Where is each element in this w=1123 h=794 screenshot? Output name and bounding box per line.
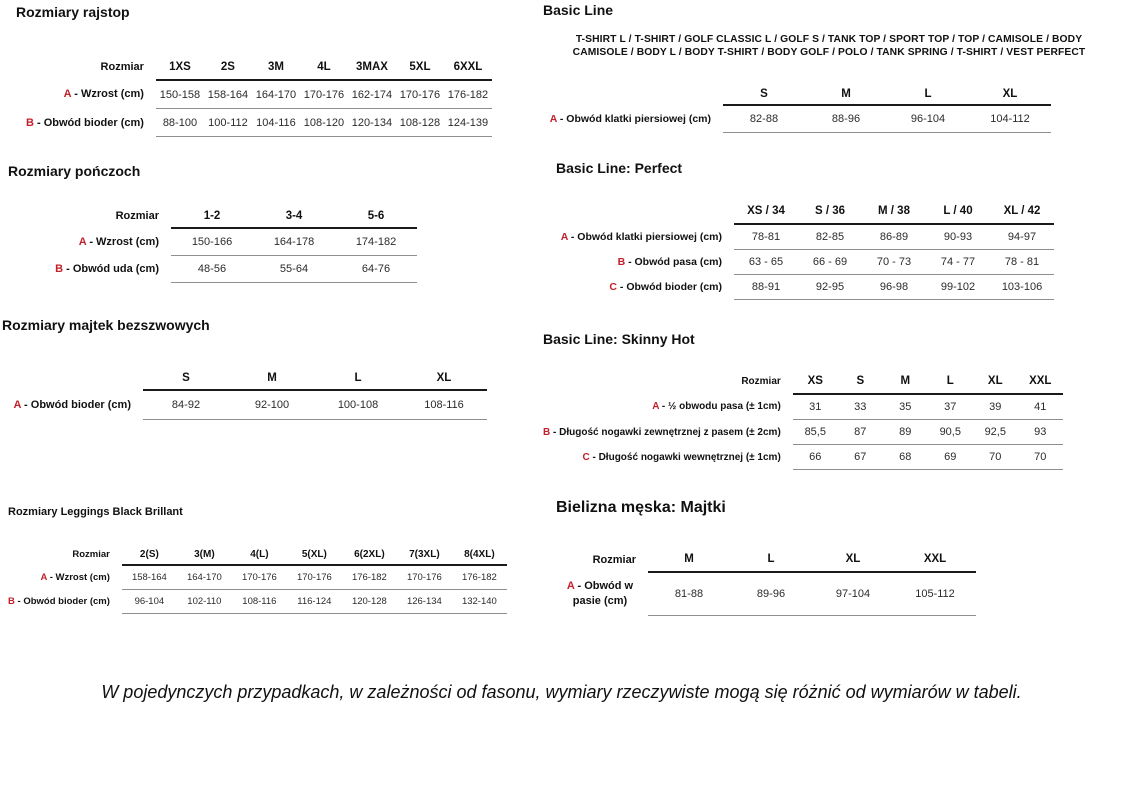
basic-line-product-list-line2: CAMISOLE / BODY L / BODY T-SHIRT / BODY GOLF / POLO / TANK SPRING / T-SHIRT / VEST PERFECT [572,47,1086,59]
measurement-cell: 82-88 [723,105,805,133]
measurement-cell: 176-182 [452,565,507,590]
table-corner-label [556,199,734,224]
table-row [556,224,1054,250]
measurement-cell: 68 [883,445,928,470]
measurement-cell: 174-182 [335,228,417,256]
size-column-header: 4L [300,54,348,80]
table-corner-label: Rozmiar [741,376,781,387]
table-row [30,228,417,256]
measurement-cell: 100-112 [204,109,252,137]
measurement-cell: 67 [838,445,883,470]
size-column-header: XXL [1018,369,1063,394]
row-label: B - Obwód bioder (cm) [8,596,110,607]
size-table-leggings [8,544,507,614]
table-row [556,275,1054,300]
measurement-cell: 63 - 65 [734,250,798,275]
measurement-cell: 94-97 [990,224,1054,250]
row-label: A - Obwód bioder (cm) [13,398,131,411]
measurement-cell: 88-100 [156,109,204,137]
header-row [556,199,1054,224]
size-table-skinny-hot [543,369,1063,470]
row-label: A - Wzrost (cm) [63,88,144,101]
size-column-header: S [723,84,805,105]
measurement-cell: 70 - 73 [862,250,926,275]
table-row [543,445,1063,470]
row-letter: B [617,256,626,268]
measurement-cell: 116-124 [287,590,342,614]
row-letter: A [549,112,557,125]
section-title-rajstop: Rozmiary rajstop [16,4,130,20]
measurement-cell: 86-89 [862,224,926,250]
section-title-leggings: Rozmiary Leggings Black Brillant [8,506,183,518]
row-label: B - Obwód uda (cm) [55,263,159,275]
size-column-header: M [883,369,928,394]
size-column-header: L [730,547,812,572]
row-label: A - Obwód klatki piersiowej (cm) [560,230,722,243]
row-label: B - Obwód pasa (cm) [617,256,722,268]
header-row [543,369,1063,394]
size-column-header: 1XS [156,54,204,80]
size-column-header: XL [973,369,1018,394]
measurement-cell: 37 [928,394,973,420]
measurement-cell: 92-100 [229,390,315,420]
row-letter: B [543,426,551,438]
measurement-cell: 66 - 69 [798,250,862,275]
measurement-cell: 103-106 [990,275,1054,300]
size-column-header: 6(2XL) [342,544,397,565]
measurement-cell: 90-93 [926,224,990,250]
measurement-cell: 120-134 [348,109,396,137]
row-label: B - Długość nogawki zewnętrznej z pasem (± 2cm) [543,426,781,438]
measurement-cell: 170-176 [232,565,287,590]
row-label: A - ½ obwodu pasa (± 1cm) [652,401,781,413]
header-row [8,544,507,565]
measurement-cell: 102-110 [177,590,232,614]
measurement-cell: 89-96 [730,572,812,616]
measurement-cell: 158-164 [122,565,177,590]
size-table-ponczoch [30,204,417,283]
measurement-cell: 31 [793,394,838,420]
size-table-rajstop [26,54,492,137]
size-column-header: L [887,84,969,105]
row-letter: A [63,88,72,101]
measurement-cell: 93 [1018,420,1063,445]
measurement-cell: 150-158 [156,80,204,109]
measurement-cell: 92-95 [798,275,862,300]
table-row [30,256,417,283]
row-label: A - Obwód klatki piersiowej (cm) [549,112,711,125]
measurement-cell: 64-76 [335,256,417,283]
row-label: A - Obwód w pasie (cm) [566,579,634,607]
size-column-header: 5-6 [335,204,417,228]
table-row [8,565,507,590]
size-column-header: XS [793,369,838,394]
row-letter: A [652,401,660,413]
measurement-cell: 88-96 [805,105,887,133]
section-title-skinny-hot: Basic Line: Skinny Hot [543,331,695,347]
measurement-cell: 170-176 [300,80,348,109]
header-row [30,204,417,228]
basic-line-product-list-line1: T-SHIRT L / T-SHIRT / GOLF CLASSIC L / GOLF S / TANK TOP / SPORT TOP / TOP / CAMISOLE / BODY [575,34,1083,45]
measurement-cell: 48-56 [171,256,253,283]
row-label: A - Wzrost (cm) [78,235,159,248]
header-row [548,84,1051,105]
row-label: B - Obwód bioder (cm) [26,116,144,129]
measurement-cell: 90,5 [928,420,973,445]
measurement-cell: 88-91 [734,275,798,300]
size-column-header: 8(4XL) [452,544,507,565]
measurement-cell: 164-170 [252,80,300,109]
measurement-cell: 78-81 [734,224,798,250]
measurement-cell: 41 [1018,394,1063,420]
row-label: C - Obwód bioder (cm) [609,281,722,293]
size-column-header: 2(S) [122,544,177,565]
row-letter: C [609,281,617,293]
size-column-header: 5(XL) [287,544,342,565]
size-column-header: 3(M) [177,544,232,565]
size-column-header: 1-2 [171,204,253,228]
table-row [543,394,1063,420]
size-column-header: 5XL [396,54,444,80]
measurement-cell: 108-128 [396,109,444,137]
measurement-cell: 66 [793,445,838,470]
measurement-cell: 108-116 [232,590,287,614]
measurement-cell: 89 [883,420,928,445]
size-column-header: M / 38 [862,199,926,224]
measurement-cell: 150-166 [171,228,253,256]
size-column-header: XS / 34 [734,199,798,224]
measurement-cell: 170-176 [397,565,452,590]
header-row [5,366,487,390]
measurement-cell: 96-104 [122,590,177,614]
measurement-cell: 124-139 [444,109,492,137]
row-letter: A [40,571,48,583]
measurement-cell: 33 [838,394,883,420]
measurement-cell: 97-104 [812,572,894,616]
size-column-header: M [229,366,315,390]
size-table-majtek [5,366,487,420]
measurement-cell: 92,5 [973,420,1018,445]
row-letter: B [55,263,64,275]
measurement-cell: 55-64 [253,256,335,283]
basic-line-product-list [545,33,1113,60]
section-title-ponczoch: Rozmiary pończoch [8,163,141,179]
row-label: C - Długość nogawki wewnętrznej (± 1cm) [582,451,781,463]
table-corner-label [5,366,143,390]
measurement-cell: 70 [1018,445,1063,470]
measurement-cell: 176-182 [342,565,397,590]
table-corner-label: Rozmiar [72,549,110,560]
size-column-header: XL [969,84,1051,105]
size-column-header: M [648,547,730,572]
table-row [8,590,507,614]
measurement-cell: 104-112 [969,105,1051,133]
size-column-header: XXL [894,547,976,572]
measurement-cell: 176-182 [444,80,492,109]
table-row [26,109,492,137]
measurement-cell: 87 [838,420,883,445]
table-row [543,420,1063,445]
measurement-cell: 85,5 [793,420,838,445]
size-column-header: L / 40 [926,199,990,224]
table-row [556,572,976,616]
row-letter: A [78,235,87,248]
measurement-cell: 132-140 [452,590,507,614]
measurement-cell: 84-92 [143,390,229,420]
measurement-cell: 82-85 [798,224,862,250]
measurement-cell: 81-88 [648,572,730,616]
measurement-cell: 162-174 [348,80,396,109]
size-column-header: 3MAX [348,54,396,80]
measurement-cell: 99-102 [926,275,990,300]
size-column-header: 3M [252,54,300,80]
size-table-basic-line [548,84,1051,133]
table-row [548,105,1051,133]
measurement-cell: 170-176 [396,80,444,109]
table-corner-label: Rozmiar [115,210,159,222]
size-column-header: S [143,366,229,390]
section-title-perfect: Basic Line: Perfect [556,160,683,176]
row-letter: B [26,116,34,129]
size-column-header: XL / 42 [990,199,1054,224]
measurement-cell: 126-134 [397,590,452,614]
measurement-cell: 74 - 77 [926,250,990,275]
measurement-cell: 108-116 [401,390,487,420]
section-title-basic-line: Basic Line [543,2,614,18]
row-letter: A [13,398,21,411]
size-column-header: L [315,366,401,390]
measurement-cell: 100-108 [315,390,401,420]
size-column-header: 7(3XL) [397,544,452,565]
table-row [556,250,1054,275]
measurement-cell: 108-120 [300,109,348,137]
footer-disclaimer: W pojedynczych przypadkach, w zależności od fasonu, wymiary rzeczywiste mogą się różnić od wymiarów w tabeli. [101,682,1022,702]
measurement-cell: 96-98 [862,275,926,300]
measurement-cell: 158-164 [204,80,252,109]
size-column-header: XL [401,366,487,390]
measurement-cell: 35 [883,394,928,420]
row-letter: C [582,451,590,463]
row-letter: A [560,230,568,243]
measurement-cell: 164-178 [253,228,335,256]
measurement-cell: 70 [973,445,1018,470]
table-corner-label: Rozmiar [592,553,636,566]
size-column-header: S [838,369,883,394]
header-row [26,54,492,80]
size-column-header: 2S [204,54,252,80]
row-label: A - Wzrost (cm) [40,571,110,583]
measurement-cell: 78 - 81 [990,250,1054,275]
section-title-majtek: Rozmiary majtek bezszwowych [2,317,210,333]
measurement-cell: 69 [928,445,973,470]
size-column-header: 4(L) [232,544,287,565]
size-column-header: 3-4 [253,204,335,228]
size-table-bielizna [556,547,976,616]
size-column-header: L [928,369,973,394]
table-corner-label: Rozmiar [100,61,144,73]
table-row [26,80,492,109]
section-title-bielizna: Bielizna męska: Majtki [556,499,726,516]
measurement-cell: 96-104 [887,105,969,133]
measurement-cell: 104-116 [252,109,300,137]
size-column-header: M [805,84,887,105]
size-table-perfect [556,199,1054,300]
measurement-cell: 105-112 [894,572,976,616]
measurement-cell: 120-128 [342,590,397,614]
measurement-cell: 170-176 [287,565,342,590]
size-column-header: 6XXL [444,54,492,80]
measurement-cell: 39 [973,394,1018,420]
size-column-header: XL [812,547,894,572]
size-column-header: S / 36 [798,199,862,224]
table-row [5,390,487,420]
row-letter: A [566,579,575,592]
measurement-cell: 164-170 [177,565,232,590]
header-row [556,547,976,572]
table-corner-label [548,84,723,105]
row-letter: B [8,596,15,607]
